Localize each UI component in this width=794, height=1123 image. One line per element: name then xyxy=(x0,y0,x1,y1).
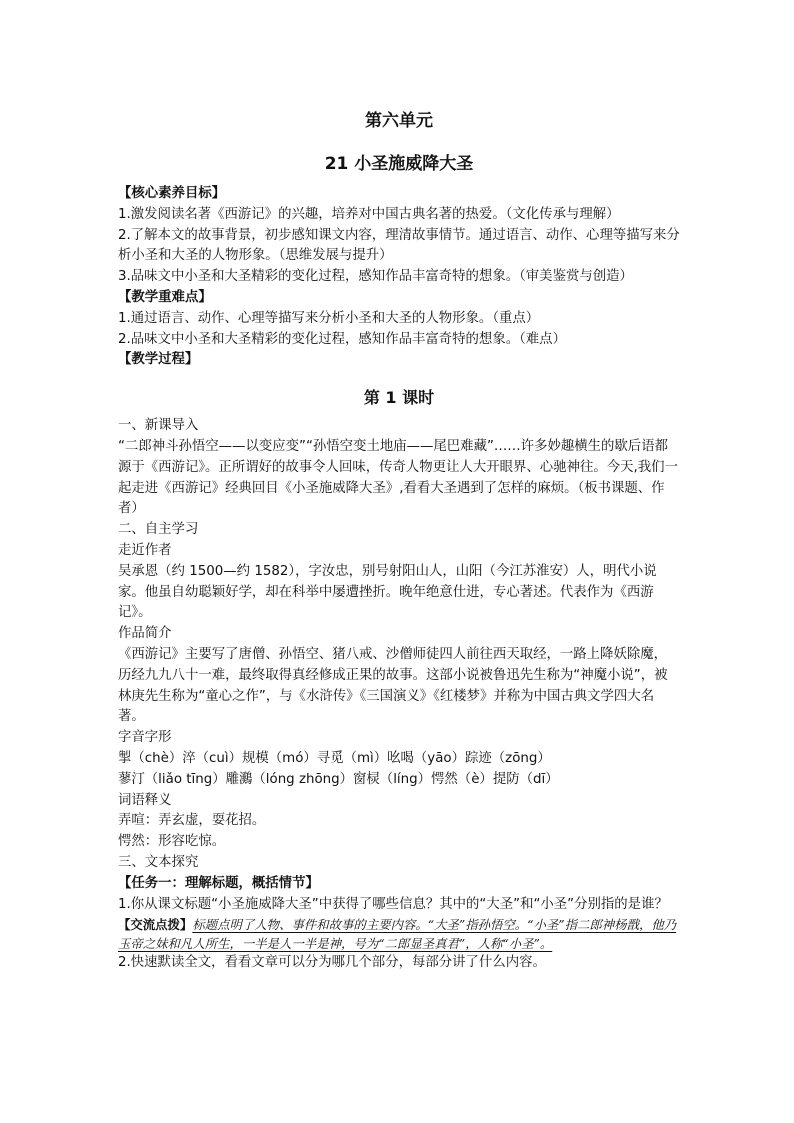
goal-item: 1.激发阅读名著《西游记》的兴趣，培养对中国古典名著的热爱。（文化传承与理解） xyxy=(118,206,620,222)
author-text: 吴承恩（约 1500—约 1582），字汝忠，别号射阳山人，山阳（今江苏淮安）人，明代小说家。他虽自幼聪颖好学，却在科举中屡遭挫折。晚年绝意仕进，专心著述。代表作为《西游记》。 xyxy=(118,563,657,621)
exchange-label: 【交流点拨】 xyxy=(118,917,193,933)
section2-header: 二、自主学习 xyxy=(118,522,199,538)
process-header: 【教学过程】 xyxy=(118,352,199,368)
exchange-block xyxy=(118,915,680,953)
author-header: 走近作者 xyxy=(118,542,172,558)
key-point-item: 2.品味文中小圣和大圣精彩的变化过程，感知作品丰富奇特的想象。（难点） xyxy=(118,331,566,347)
key-point-item: 1.通过语言、动作、心理等描写来分析小圣和大圣的人物形象。（重点） xyxy=(118,310,540,326)
char-line: 掣（chè）淬（cuì）规模（mó）寻觅（mì）吆喝（yāo）踪迹（zōng） xyxy=(118,750,551,766)
document-page xyxy=(118,100,680,974)
lesson1-title: 第 1 课时 xyxy=(363,388,435,408)
vocab-item: 愕然：形容吃惊。 xyxy=(118,834,226,850)
work-header: 作品简介 xyxy=(118,626,172,642)
vocab-item: 弄喧：弄玄虚，耍花招。 xyxy=(118,813,266,829)
task1-header: 【任务一：理解标题，概括情节】 xyxy=(118,875,319,891)
work-text: 《西游记》主要写了唐僧、孙悟空、猪八戒、沙僧师徒四人前往西天取经，一路上降妖除魔，历经九九八十一难，最终取得真经修成正果的故事。这部小说被鲁迅先生称为“神魔小说”，被林庚先生称为“童心之作”，与《水浒传》《三国演义》《红楼梦》并称为中国古典文学四大名著。 xyxy=(118,646,668,725)
exchange-text: 标题点明了人物、事件和故事的主要内容。“大圣”指孙悟空。“小圣”指二郎神杨戬，他乃玉帝之妹和凡人所生，一半是人一半是神，号为“二郎显圣真君”，人称“小圣”。 xyxy=(118,917,677,952)
vocab-header: 词语释义 xyxy=(118,792,172,808)
section1-header: 一、新课导入 xyxy=(118,418,199,434)
question-2: 2.快速默读全文，看看文章可以分为哪几个部分，每部分讲了什么内容。 xyxy=(118,955,546,971)
key-points-header: 【教学重难点】 xyxy=(118,289,212,305)
lesson-title: 21 小圣施威降大圣 xyxy=(324,154,474,174)
goal-item: 2.了解本文的故事背景，初步感知课文内容，理清故事情节。通过语言、动作、心理等描写来分析小圣和大圣的人物形象。（思维发展与提升） xyxy=(118,227,680,264)
question-1: 1.你从课文标题“小圣施威降大圣”中获得了哪些信息？其中的“大圣”和“小圣”分别指的是谁？ xyxy=(118,896,668,912)
goal-item: 3.品味文中小圣和大圣精彩的变化过程，感知作品丰富奇特的想象。（审美鉴赏与创造） xyxy=(118,269,633,285)
unit-title: 第六单元 xyxy=(365,111,433,131)
section3-header: 三、文本探究 xyxy=(118,854,199,870)
goals-header: 【核心素养目标】 xyxy=(118,186,226,201)
char-line: 蓼汀（liǎo tīng）雕鸂（lóng zhōng）窗棂（líng）愕然（è）提防（dī） xyxy=(118,771,559,787)
section1-text: “二郎神斗孙悟空——以变应变”“孙悟空变土地庙——尾巴难藏”……许多妙趣横生的歇后语都源于《西游记》。正所谓好的故事令人回味，传奇人物更让人大开眼界、心驰神往。今天,我们一起走进《西游记》经典回目《小圣施威降大圣》,看看大圣遇到了怎样的麻烦。（板书课题、作者） xyxy=(118,438,678,517)
char-header: 字音字形 xyxy=(118,730,172,746)
